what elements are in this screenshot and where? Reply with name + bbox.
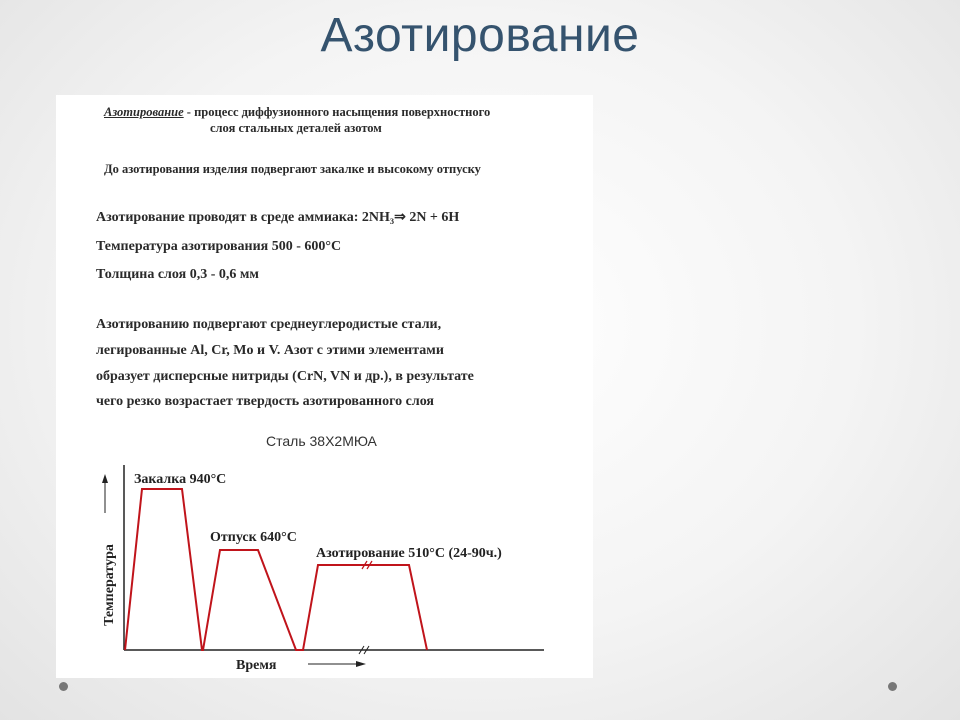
slide-dot-right: [888, 682, 897, 691]
x-arrow-head: [356, 661, 366, 667]
definition-term: Азотирование: [104, 105, 184, 119]
definition-line-2: слоя стальных деталей азотом: [210, 121, 382, 135]
temperature-text: Температура азотирования 500 - 600°С: [96, 239, 342, 254]
stage-temper-label: Отпуск 640°С: [210, 530, 297, 545]
y-arrow-head: [102, 474, 108, 483]
slide-title: Азотирование: [320, 9, 640, 62]
stage-nitriding-label: Азотирование 510°С (24-90ч.): [316, 546, 502, 561]
thickness-text: Толщина слоя 0,3 - 0,6 мм: [96, 267, 259, 282]
stage-quench-label: Закалка 940°С: [134, 472, 227, 487]
y-axis-label: Температура: [102, 544, 117, 626]
diagram-title: Сталь 38Х2МЮА: [266, 433, 377, 449]
heat-treatment-diagram: [56, 95, 593, 678]
steels-line-3: образует дисперсные нитриды (CrN, VN и др.), в результате: [96, 369, 474, 384]
x-axis-label: Время: [236, 658, 277, 673]
slide-dot-left: [59, 682, 68, 691]
steels-line-1: Азотированию подвергают среднеуглеродистые стали,: [96, 317, 442, 332]
pretreatment-text: До азотирования изделия подвергают закалке и высокому отпуску: [104, 162, 481, 176]
definition-rest-1: - процесс диффузионного насыщения поверхностного: [183, 105, 491, 119]
reaction-text: Азотирование проводят в среде аммиака: 2NH₃⇒ 2N + 6H: [96, 210, 460, 225]
temperature-profile-line: [125, 489, 427, 650]
steels-line-4: чего резко возрастает твердость азотированного слоя: [96, 394, 435, 409]
document-image: [56, 95, 593, 678]
steels-line-2: легированные Al, Cr, Mo и V. Азот с этими элементами: [96, 343, 444, 358]
